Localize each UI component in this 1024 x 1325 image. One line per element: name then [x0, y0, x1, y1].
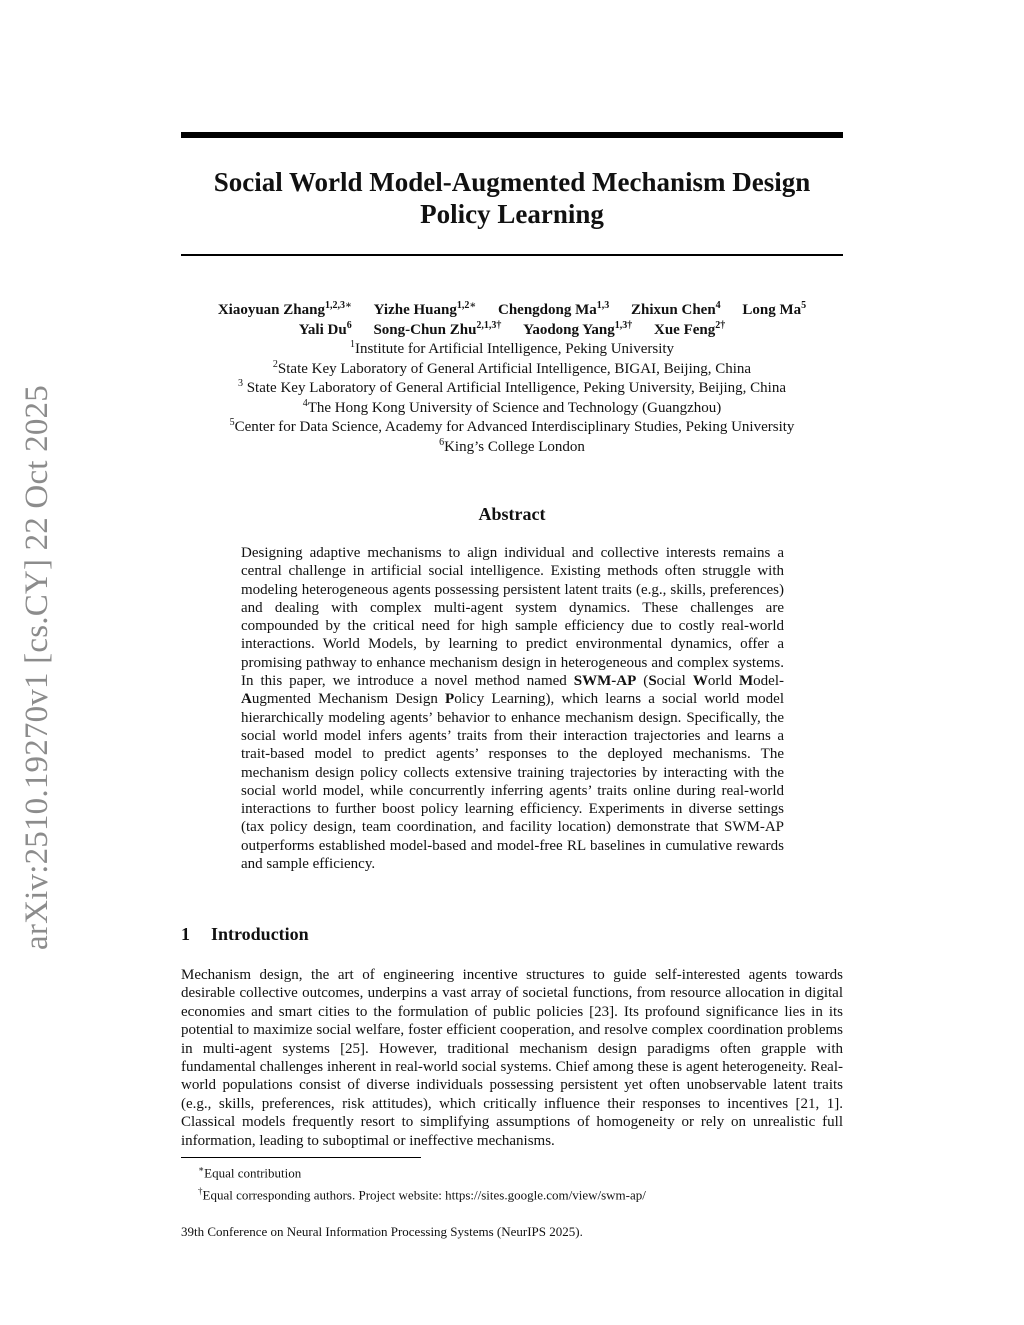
affiliation: $^6$King’s College London	[439, 436, 585, 455]
author: Yaodong Yang$^{1,3\dagger}$	[523, 320, 633, 338]
affiliation: $^5$Center for Data Science, Academy for Advanced Interdisciplinary Studies, Peking University	[229, 417, 795, 436]
title-line-1: Social World Model-Augmented Mechanism Design	[213, 167, 811, 197]
author: Zhixun Chen$^4$	[631, 300, 721, 318]
affiliation: $^3$ State Key Laboratory of General Artificial Intelligence, Peking University, Beijing, China	[237, 378, 787, 397]
venue-note: 39th Conference on Neural Information Processing Systems (NeurIPS 2025).	[181, 1224, 583, 1239]
section-title: Introduction	[211, 924, 309, 944]
arxiv-stamp-text: arXiv:2510.19270v1 [cs.CY] 22 Oct 2025	[18, 384, 55, 950]
author-row-1	[181, 300, 843, 320]
section-number: 1	[181, 924, 190, 944]
footnotes	[198, 1160, 838, 1205]
author: Song-Chun Zhu$^{2,1,3\dagger}$	[373, 320, 502, 338]
title-rule-top	[181, 132, 843, 138]
abstract-heading: Abstract	[478, 504, 546, 524]
author: Xiaoyuan Zhang$^{1,2,3∗}$	[217, 300, 352, 318]
title-rule-bottom	[181, 254, 843, 256]
footnote: †Equal corresponding authors. Project website: https://sites.google.com/view/swm-ap/	[198, 1186, 646, 1203]
arxiv-stamp	[14, 372, 60, 962]
paper-title	[181, 166, 843, 230]
section-heading	[181, 924, 309, 945]
method-name: SWM-AP	[573, 673, 637, 690]
affiliation: $^2$State Key Laboratory of General Artificial Intelligence, BIGAI, Beijing, China	[272, 358, 752, 377]
author: Yizhe Huang$^{1,2∗}$	[373, 300, 477, 318]
abstract-body: Designing adaptive mechanisms to align individual and collective interests remains a central challenge in artificial social intelligence. Existing methods often struggle with modeling heterogeneous agents possessing persistent latent traits (e.g., skills, preferences) and dealing with complex multi-agent system dynamics. These challenges are compounded by the critical need for high sample efficiency due to costly real-world interactions. World Models, by learning to predict environmental dynamics, offer a promising pathway to enhance mechanism design in heterogeneous and complex systems. In this paper, we introduce a novel method named SWM-AP (Social World Model-Augmented Mechanism Design Policy Learning), which learns a social world model hierarchically modeling agents’ behavior to enhance mechanism design. Specifically, the social world model infers agents’ traits from their interaction trajectories and learns a trait-based model to predict agents’ responses to the deployed mechanisms. The mechanism design policy collects extensive training trajectories by interacting with the social world model, while concurrently inferring agents’ traits online during real-world interactions to further boost policy learning efficiency. Experiments in diverse settings (tax policy design, team coordination, and facility location) demonstrate that SWM-AP outperforms established model-based and model-free RL baselines in cumulative rewards and sample efficiency.	[241, 545, 784, 873]
footnote-rule	[181, 1157, 421, 1158]
intro-paragraph: Mechanism design, the art of engineering incentive structures to guide self-interested agents towards desirable collective outcomes, underpins a vast array of societal functions, from resource allocation in digital economies and smart cities to the formulation of public policies [23]. Its profound significance lies in its potential to maximize social welfare, foster efficient cooperation, and resolve complex coordination problems in multi-agent systems [25]. However, traditional mechanism design paradigms often grapple with fundamental challenges inherent in real-world social systems. Chief among these is agent heterogeneity. Real-world populations consist of diverse individuals possessing persistent yet often unobservable latent traits (e.g., skills, preferences, risk attitudes), which critically influence their responses to incentives [21, 1]. Classical models frequently resort to simplifying assumptions of homogeneity or rely on unrealistic full information, leading to suboptimal or ineffective mechanisms.	[181, 967, 843, 1149]
affiliation-list	[181, 340, 843, 458]
author-list	[181, 300, 843, 340]
author-row-2	[181, 320, 843, 340]
author: Chengdong Ma$^{1,3}$	[498, 300, 610, 318]
author: Long Ma$^5$	[742, 300, 807, 318]
title-line-2: Policy Learning	[420, 199, 604, 229]
footnote: ∗Equal contribution	[198, 1164, 302, 1181]
author: Yali Du$^6$	[298, 320, 352, 338]
affiliation: $^1$Institute for Artificial Intelligence, Peking University	[349, 339, 675, 357]
author: Xue Feng$^{2\dagger}$	[653, 320, 726, 338]
affiliation: $^4$The Hong Kong University of Science and Technology (Guangzhou)	[302, 397, 722, 416]
